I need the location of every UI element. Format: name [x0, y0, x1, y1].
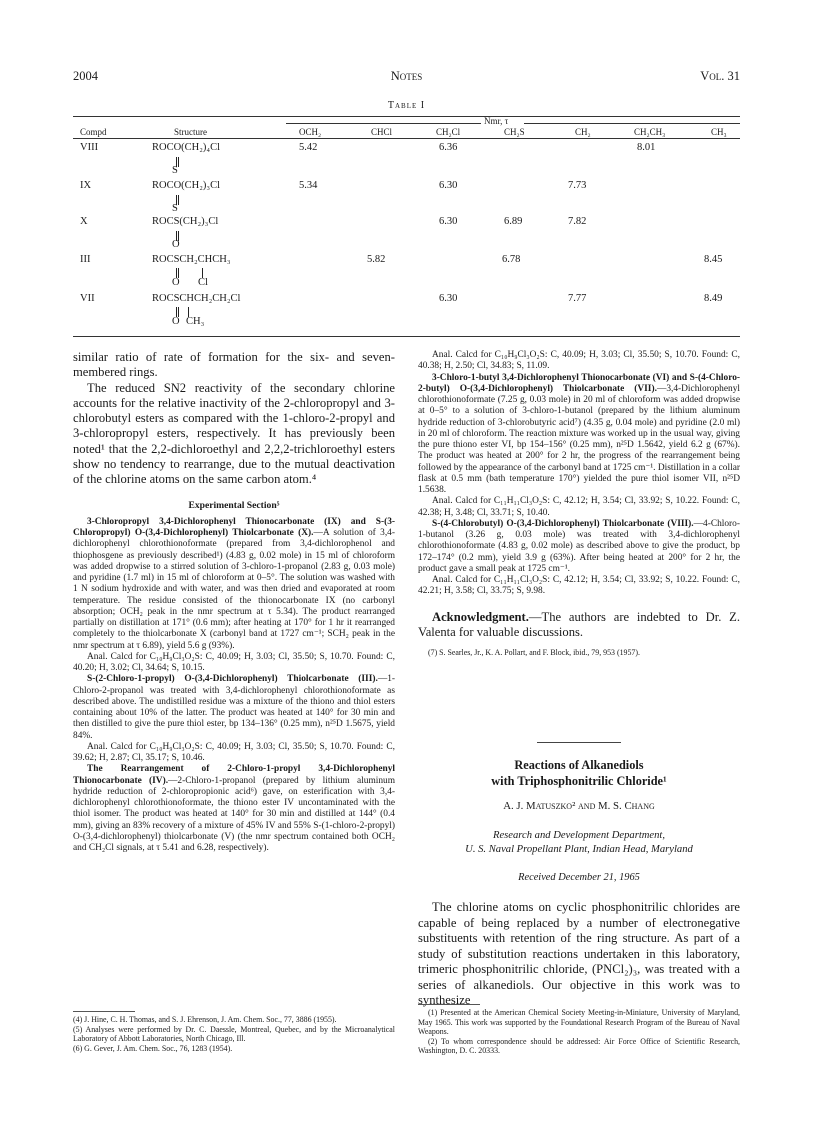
cell-ch2cl: 6.30: [439, 216, 458, 227]
acknowledgment-body: —The authors are indebted to Dr. Z. Valenta for valuable discussions.: [418, 609, 740, 639]
volume: Vol. 31: [700, 69, 740, 83]
nmr-rule-right: [524, 123, 740, 124]
running-section: Notes: [390, 69, 423, 83]
cell-ch3: 8.45: [704, 254, 723, 265]
footnote: (4) J. Hine, C. H. Thomas, and S. J. Ehrenson, J. Am. Chem. Soc., 77, 3886 (1955).: [73, 1015, 337, 1024]
acknowledgment: [418, 610, 740, 641]
section-heading: Experimental Section⁵: [188, 499, 280, 511]
page-number: 2004: [73, 69, 98, 83]
cell-ch2cl: 6.30: [439, 180, 458, 191]
paragraph: The reduced SN2 reactivity of the secondary chlorine accounts for the relative inactivity of the 2-chloropropyl and 3-chlorobutyl esters as compared with the 1-chloro-2-propyl and 3-chloropropyl esters, respectively. It has previously been noted¹ that the 2,2-dichloroethyl and 2,2,2-trichloroethyl esters show no tendency to rearrange, due to the mutual deactivation of the chlorine atoms on the same carbon atom.⁴: [73, 380, 395, 487]
nmr-group-label: Nmr, τ: [484, 116, 509, 126]
left-footnotes: [73, 1015, 395, 1053]
nmr-rule-left: [286, 123, 481, 124]
cell-compd: VII: [80, 293, 95, 304]
experimental-paragraph: [418, 373, 740, 497]
cell-structure: ROCSCHCH₂CH₂Cl: [152, 293, 241, 304]
structure-substituent: O: [172, 316, 180, 327]
structure-substituent: O: [172, 277, 180, 288]
structure-substituent: CH₃: [186, 316, 205, 327]
footnote: (1) Presented at the American Chemical Society Meeting-in-Miniature, University of Maryland, May 1965. This work was supported by the Foundational Research Program of the Bureau of Naval Weapons.: [418, 1008, 740, 1037]
cell-compd: IX: [80, 180, 92, 191]
footnote: (5) Analyses were performed by Dr. C. Daessle, Montreal, Quebec, and by the Microanalytical Laboratory of Abbott Laboratories, North Chicago, Ill.: [73, 1024, 395, 1044]
affiliation: [418, 829, 740, 856]
analysis: Anal. Calcd for C₁₀H₉Cl₃O₂S: C, 40.09; H, 3.03; Cl, 35.50; S, 10.70. Found: C, 40.38; H, 2.50; Cl, 34.83; S, 11.09.: [418, 350, 740, 372]
compound-title: The Rearrangement of 2-Chloro-1-propyl 3,4-Dichlorophenyl Thionocarbonate (IV).: [73, 764, 395, 786]
cell-structure: ROCS(CH₂)₃Cl: [152, 216, 219, 227]
article-title: [418, 757, 740, 789]
footnote-rule: [73, 1011, 135, 1012]
cell-ch2: 7.82: [568, 216, 587, 227]
analysis: Anal. Calcd for C₁₀H₉Cl₃O₂S: C, 40.09; H, 3.03; Cl, 35.50; S, 10.70. Found: C, 40.20; H, 3.02; Cl, 34.64; S, 10.15.: [73, 651, 395, 674]
affiliation-line: Research and Development Department,: [493, 830, 665, 841]
article-separator: [537, 742, 621, 743]
cell-ch2cl: 6.36: [439, 142, 458, 153]
affiliation-line: U. S. Naval Propellant Plant, Indian Head, Maryland: [465, 843, 693, 855]
cell-ch2s: 6.78: [502, 254, 521, 265]
paragraph-body: —3,4-Dichlorophenyl chlorothionoformate (7.25 g, 0.03 mole) in 20 ml of chloroform was added dropwise at 0–5° to a solution of 3-chloro-1-butanol (prepared by the lithium aluminum hydride reduction of 3-chlorobutyric acid⁷) (4.35 g, 0.04 mole) and pyridine (2.0 ml) in 20 ml of chloroform. The reaction mixture was worked up in the usual way, giving the pure thiono ester VI, bp 154–156° (0.25 mm), n²⁵D 1.5642, yield 6.2 g (67%). The product was heated at 200° for 2 hr, the progress of the rearrangement being followed by the appearance of the carbonyl band at 1725 cm⁻¹. Distillation in a collar flask at 0.5 mm (bath temperature 170°) yielded the pure thiol isomer VII, n²⁵D 1.5638.: [418, 383, 740, 495]
compound-title: S-(4-Chlorobutyl) O-(3,4-Dichlorophenyl) Thiolcarbonate (VIII).: [432, 518, 694, 529]
col-header-ch2s: CH₂S: [504, 127, 525, 137]
cell-structure: ROCO(CH₂)₃Cl: [152, 180, 220, 191]
col-header-ch2: CH₂: [575, 127, 591, 137]
acknowledgment-label: Acknowledgment.: [432, 609, 529, 624]
compound-title: 3-Chloropropyl 3,4-Dichlorophenyl Thionocarbonate (IX) and S-(3-Chloropropyl) O-(3,4-Dichlorophenyl) Thiolcarbonate (X).: [73, 516, 395, 539]
analysis: Anal. Calcd for C₁₀H₉Cl₃O₂S: C, 40.09; H, 3.03; Cl, 35.50; S, 10.70. Found: C, 39.62; H, 2.87; Cl, 35.17; S, 10.46.: [73, 741, 395, 764]
col-header-chcl: CHCl: [371, 127, 393, 137]
paragraph-body: —1-Chloro-2-propanol was treated with 3,4-dichlorophenyl chlorothionoformate as described above. The undistilled residue was a mixture of the thiono and thiol esters containing about 10% of the latter. The product was heated at 140° for 30 min and then distilled to give the pure thiol ester, bp 134–136° (0.25 mm), n²⁵D 1.5675, yield 84%.: [73, 674, 395, 741]
paragraph: similar ratio of rate of formation for the six- and seven-membered rings.: [73, 350, 395, 380]
authors: A. J. Matuszko² and M. S. Chang: [503, 800, 655, 812]
analysis: Anal. Calcd for C₁₁H₁₁Cl₃O₂S: C, 42.12; H, 3.54; Cl, 33.92; S, 10.22. Found: C, 42.21; H, 3.58; Cl, 33.75; S, 9.98.: [418, 575, 740, 597]
footnote-rule: [418, 1004, 480, 1005]
intro-text: [418, 900, 740, 1009]
left-column: [73, 350, 395, 854]
col-header-ch3: CH₃: [711, 127, 727, 137]
col-header-ch2cl: CH₂Cl: [436, 127, 461, 137]
structure-substituent: Cl: [198, 277, 208, 288]
col-header-structure: Structure: [174, 127, 207, 137]
cell-chcl: 5.82: [367, 254, 386, 265]
footnote: (7) S. Searles, Jr., K. A. Pollart, and F. Block, ibid., 79, 953 (1957).: [428, 648, 640, 658]
table-top-rule: [73, 116, 740, 117]
structure-substituent: O: [172, 239, 180, 250]
cell-structure: ROCO(CH₂)₄Cl: [152, 142, 220, 153]
cell-ch2cl: 6.30: [439, 293, 458, 304]
table-bottom-rule: [73, 336, 740, 337]
cell-compd: X: [80, 216, 88, 227]
compound-title: S-(2-Chloro-1-propyl) O-(3,4-Dichlorophenyl) Thiolcarbonate (III).: [87, 674, 378, 685]
footnote: (2) To whom correspondence should be addressed: Air Force Office of Scientific Research, Washington, D. C. 20333.: [418, 1036, 740, 1056]
paragraph-body: —A solution of 3,4-dichlorophenyl chlorothionoformate (prepared from 3,4-dichlorophenol and thiophosgene as previously described¹) (4.83 g, 0.02 mole) in 15 ml of chloroform was added dropwise to a stirred solution of 3-chloro-1-propanol (2.83 g, 0.03 mole) and pyridine (1.7 ml) in 15 ml of chloroform at 0–5°. The solution was washed with 1 N sodium hydroxide and with water, and was then dried and evaporated at room temperature. The residue consisted of the thionocarbonate IX (no carbonyl absorption; OCH₂ peak in the nmr spectrum at τ 5.34). The product rearranged partially on distillation at 171° (0.6 mm); after heating at 170° for 1 hr it rearranged completely to the thiolcarbonate X (carbonyl band at 1727 cm⁻¹; SCH₂ peak in the nmr spectrum at τ 6.89), yield 5.6 g (93%).: [73, 528, 395, 651]
paragraph-body: —2-Chloro-1-propanol (prepared by lithium aluminum hydride reduction of 2-chloropropionic acid⁶) gave, on esterification with 3,4-dichlorophenyl chlorothionoformate, the thiono ester IV uncontaminated with the thiol isomer. The product was heated at 140° for 30 min and distilled at 144° (0.4 mm), giving an 83% recovery of a mixture of 45% IV and 55% S-(1-chloro-2-propyl) O-(3,4-dichlorophenyl) thiolcarbonate (V) (the nmr spectrum contained both OCH₂ and CH₂Cl signals, at τ 5.41 and 6.28, respectively).: [73, 775, 396, 854]
col-header-och2: OCH₂: [299, 127, 322, 137]
cell-ch2ch3: 8.01: [637, 142, 656, 153]
col-header-compd: Compd: [80, 127, 107, 137]
analysis: Anal. Calcd for C₁₁H₁₁Cl₃O₂S: C, 42.12; H, 3.54; Cl, 33.92; S, 10.22. Found: C, 42.38; H, 3.48; Cl, 33.71; S, 10.40.: [418, 496, 740, 518]
structure-substituent: S: [172, 165, 178, 176]
received-date: Received December 21, 1965: [518, 872, 640, 883]
cell-compd: III: [80, 254, 91, 265]
right-column: [418, 350, 740, 658]
article-title-line: with Triphosphonitrilic Chloride¹: [491, 774, 667, 788]
col-header-ch2ch3: CH₂CH₃: [634, 127, 666, 137]
table-title: Table I: [387, 100, 426, 111]
experimental-paragraph: [73, 764, 395, 854]
cell-ch2s: 6.89: [504, 216, 523, 227]
right-footnotes: [418, 1008, 740, 1056]
experimental-paragraph: [73, 517, 395, 652]
cell-ch2: 7.73: [568, 180, 587, 191]
structure-substituent: S: [172, 203, 178, 214]
cell-structure: ROCSCH₂CHCH₃: [152, 254, 231, 265]
cell-ch2: 7.77: [568, 293, 587, 304]
experimental-paragraph: [73, 674, 395, 742]
cell-compd: VIII: [80, 142, 99, 153]
cell-och2: 5.42: [299, 142, 318, 153]
cell-ch3: 8.49: [704, 293, 723, 304]
paragraph-body: —4-Chloro-1-butanol (3.26 g, 0.03 mole) was treated with 3,4-dichlorophenyl chlorothionoformate (4.83 g, 0.02 mole) as described above to give the product, bp 172–174° (0.2 mm), yield 3.9 g (63%). After being heated at 200° for 2 hr, the product gave a small peak at 1725 cm⁻¹.: [418, 518, 740, 574]
article-title-line: Reactions of Alkanediols: [514, 758, 644, 772]
paragraph: The chlorine atoms on cyclic phosphonitrilic chlorides are capable of being replaced by a number of electronegative substituents with retention of the ring structure. As part of a study of substitution reactions undertaken in this laboratory, trimeric phosphonitrilic chloride, (PNCl₂)₃, was treated with a series of alkanediols. Our objective in this work was to synthesize: [418, 900, 740, 1007]
cell-och2: 5.34: [299, 180, 318, 191]
experimental-paragraph: [418, 519, 740, 575]
footnote: (6) G. Gever, J. Am. Chem. Soc., 76, 1283 (1954).: [73, 1043, 233, 1053]
compound-title: 3-Chloro-1-butyl 3,4-Dichlorophenyl Thionocarbonate (VI) and S-(4-Chloro-2-butyl) O-(3,4-Dichlorophenyl) Thiolcarbonate (VII).: [418, 372, 740, 394]
table-header-rule: [73, 138, 740, 139]
